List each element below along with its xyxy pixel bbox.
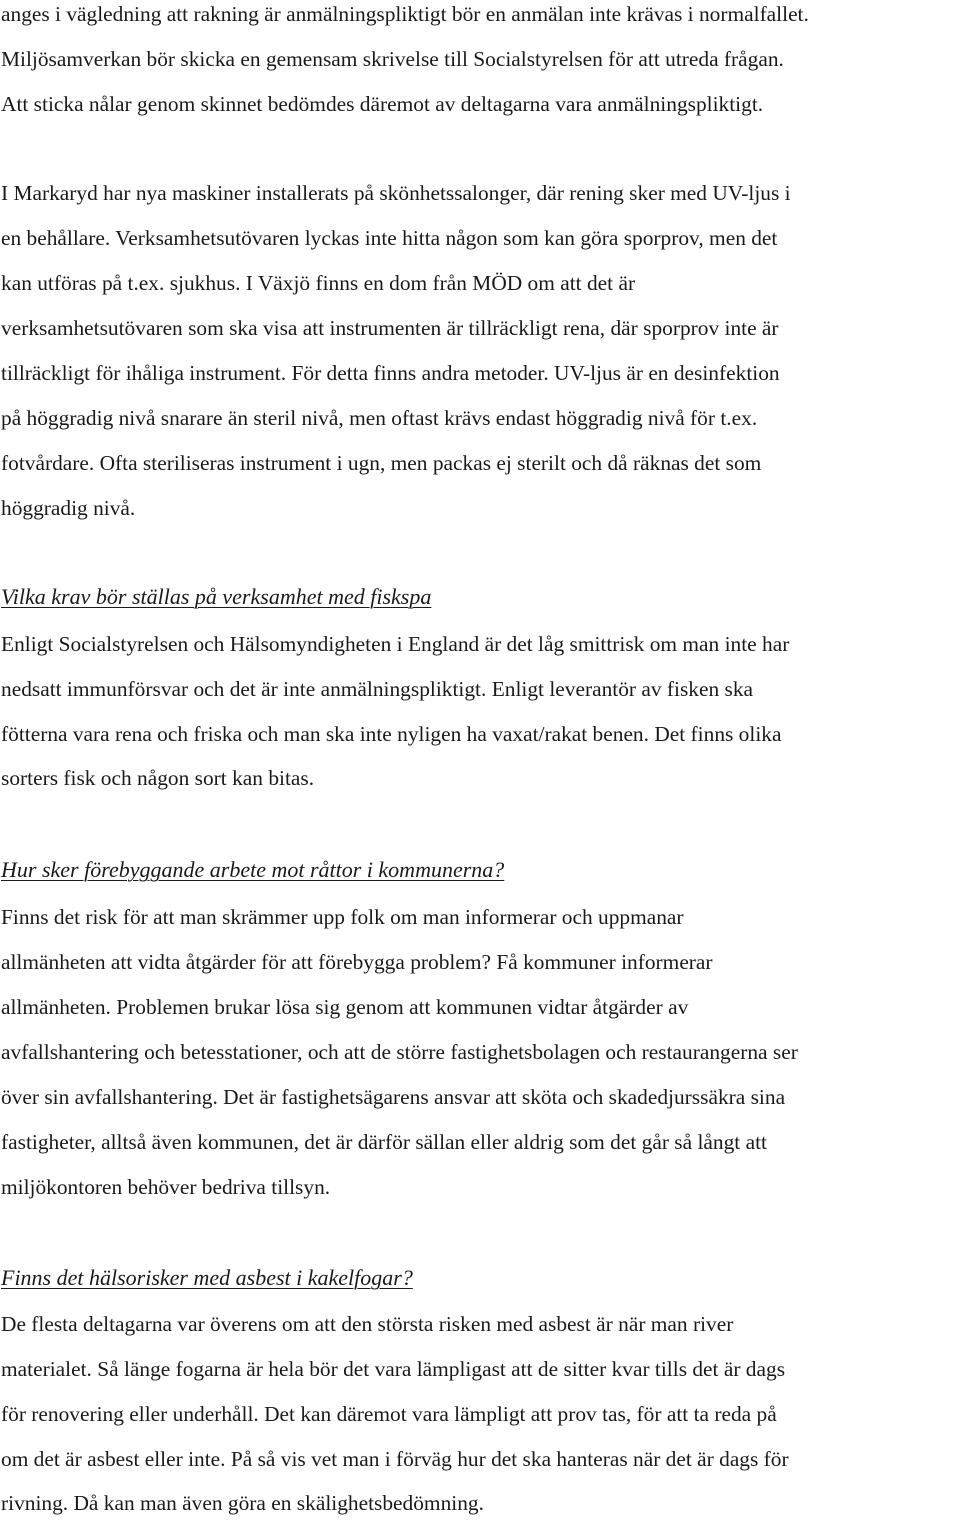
text-line: anges i vägledning att rakning är anmälningspliktigt bör en anmälan inte krävas i normalfallet. bbox=[1, 2, 809, 26]
text-line: Finns det risk för att man skrämmer upp folk om man informerar och uppmanar bbox=[1, 905, 684, 929]
text-line: avfallshantering och betesstationer, och att de större fastighetsbolagen och restaurangerna ser bbox=[1, 1040, 798, 1064]
text-line: rivning. Då kan man även göra en skälighetsbedömning. bbox=[1, 1491, 484, 1515]
text-line: fastigheter, alltså även kommunen, det är därför sällan eller aldrig som det går så långt att bbox=[1, 1130, 767, 1154]
text-line: miljökontoren behöver bedriva tillsyn. bbox=[1, 1175, 331, 1199]
text-line: om det är asbest eller inte. På så vis vet man i förväg hur det ska hanteras när det är dags för bbox=[1, 1447, 789, 1471]
text-line: fotvårdare. Ofta steriliseras instrument i ugn, men packas ej sterilt och då räknas det som bbox=[1, 451, 762, 475]
text-line: Enligt Socialstyrelsen och Hälsomyndigheten i England är det låg smittrisk om man inte har bbox=[1, 632, 790, 656]
text-line: sorters fisk och någon sort kan bitas. bbox=[1, 766, 315, 790]
section-heading: Finns det hälsorisker med asbest i kakelfogar? bbox=[1, 1265, 413, 1290]
text-line: tillräckligt för ihåliga instrument. För detta finns andra metoder. UV-ljus är en desinfektion bbox=[1, 361, 780, 385]
text-line: nedsatt immunförsvar och det är inte anmälningspliktigt. Enligt leverantör av fisken ska bbox=[1, 677, 754, 701]
text-line: Miljösamverkan bör skicka en gemensam skrivelse till Socialstyrelsen för att utreda frågan. bbox=[1, 47, 784, 71]
text-line: kan utföras på t.ex. sjukhus. I Växjö finns en dom från MÖD om att det är bbox=[1, 271, 636, 295]
section-heading: Vilka krav bör ställas på verksamhet med fiskspa bbox=[1, 584, 432, 609]
text-line: över sin avfallshantering. Det är fastighetsägarens ansvar att sköta och skadedjurssäkra sina bbox=[1, 1085, 786, 1109]
text-line: för renovering eller underhåll. Det kan däremot vara lämpligt att prov tas, för att ta reda på bbox=[1, 1402, 777, 1426]
text-line: en behållare. Verksamhetsutövaren lyckas inte hitta någon som kan göra sporprov, men det bbox=[1, 226, 778, 250]
text-line: De flesta deltagarna var överens om att den största risken med asbest är när man river bbox=[1, 1312, 734, 1336]
section-heading: Hur sker förebyggande arbete mot råttor i kommunerna? bbox=[1, 857, 505, 882]
text-line: allmänheten att vidta åtgärder för att förebygga problem? Få kommuner informerar bbox=[1, 950, 713, 974]
text-line: Att sticka nålar genom skinnet bedömdes däremot av deltagarna vara anmälningspliktigt. bbox=[1, 92, 764, 116]
text-line: höggradig nivå. bbox=[1, 496, 136, 520]
text-line: allmänheten. Problemen brukar lösa sig genom att kommunen vidtar åtgärder av bbox=[1, 995, 689, 1019]
text-line: verksamhetsutövaren som ska visa att instrumenten är tillräckligt rena, där sporprov inte är bbox=[1, 316, 779, 340]
text-line: I Markaryd har nya maskiner installerats på skönhetssalonger, där rening sker med UV-ljus i bbox=[1, 181, 791, 205]
text-line: fötterna vara rena och friska och man ska inte nyligen ha vaxat/rakat benen. Det finns olika bbox=[1, 722, 782, 746]
text-line: på höggradig nivå snarare än steril nivå, men oftast krävs endast höggradig nivå för t.ex. bbox=[1, 406, 758, 430]
text-line: materialet. Så länge fogarna är hela bör det vara lämpligast att de sitter kvar tills det är dags bbox=[1, 1357, 786, 1381]
